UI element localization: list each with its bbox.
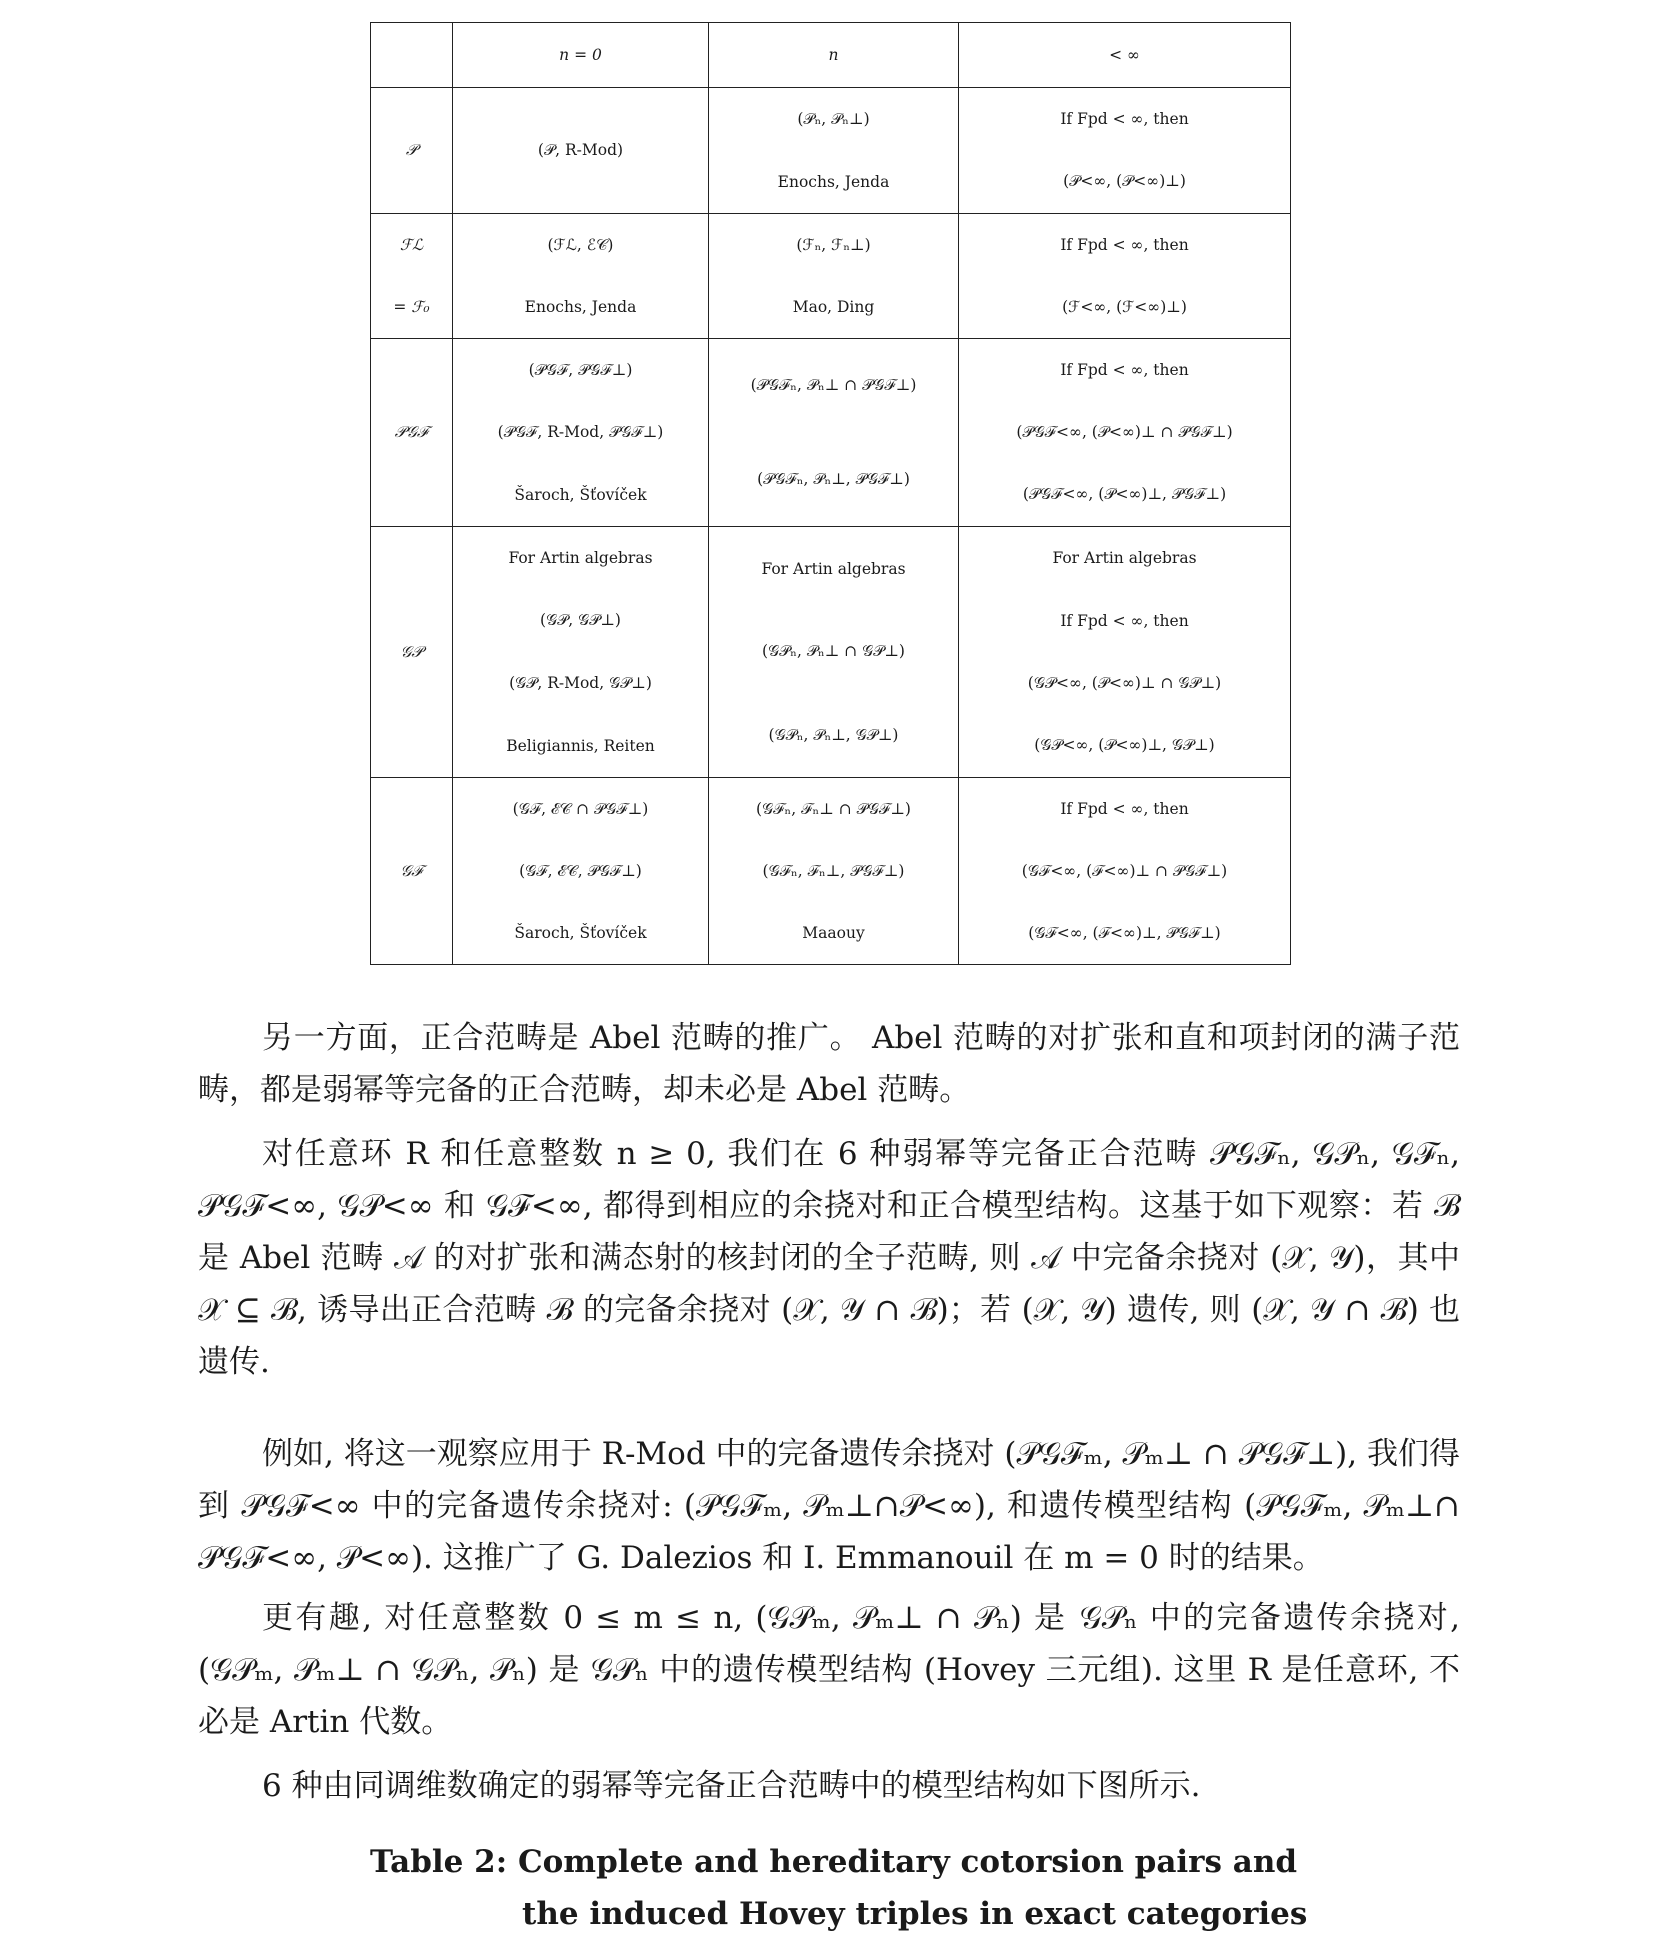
cell-line: (ℱℒ, ℰ𝒞)	[547, 235, 614, 254]
cell-line: (𝒫𝒢ℱₙ, 𝒫ₙ⊥ ∩ 𝒫𝒢ℱ⊥)	[750, 376, 917, 395]
paragraph-text: 例如, 将这一观察应用于 R-Mod 中的完备遗传余挠对 (𝒫𝒢ℱₘ, 𝒫ₘ⊥ ∩ 𝒫𝒢ℱ⊥), 我们得到 𝒫𝒢ℱ<∞ 中的完备遗传余挠对: (𝒫𝒢ℱₘ, 𝒫ₘ⊥∩𝒫<∞), 和遗传模型结构 (𝒫𝒢ℱₘ, 𝒫ₘ⊥∩ 𝒫𝒢ℱ<∞, 𝒫<∞). 这推广了 G. Dalezios 和 I. Emmanouil 在 m = 0 时的结果。	[198, 1436, 1460, 1576]
table-row	[371, 88, 1291, 214]
header-label: < ∞	[1109, 46, 1140, 64]
cell-line: (ℱ<∞, (ℱ<∞)⊥)	[1062, 298, 1187, 316]
cell-line: Šaroch, Šťovíček	[514, 924, 647, 942]
cell-line	[453, 171, 708, 213]
cell-line: (𝒫𝒢ℱ<∞, (𝒫<∞)⊥ ∩ 𝒫𝒢ℱ⊥)	[1016, 422, 1233, 441]
cell-line: (𝒫𝒢ℱₙ, 𝒫ₙ⊥, 𝒫𝒢ℱ⊥)	[757, 469, 910, 488]
table-row	[371, 339, 1291, 527]
table-cell	[959, 88, 1291, 214]
cell-line: Enochs, Jenda	[524, 298, 637, 316]
cell-line	[453, 88, 708, 130]
header-label: n = 0	[559, 46, 602, 64]
table-cell	[709, 778, 959, 965]
table-cell	[709, 339, 959, 527]
cotorsion-pairs-table	[370, 22, 1291, 965]
header-cell	[959, 23, 1291, 88]
caption-line-2: the induced Hovey triples in exact categories	[522, 1896, 1308, 1932]
cell-line: 𝒫𝒢ℱ	[394, 423, 429, 441]
cell-line: (𝒫𝒢ℱ<∞, (𝒫<∞)⊥, 𝒫𝒢ℱ⊥)	[1022, 485, 1227, 504]
cell-line: (ℱₙ, ℱₙ⊥)	[796, 236, 871, 254]
row-label-cell	[371, 214, 453, 339]
cell-line: For Artin algebras	[1052, 549, 1197, 568]
table-cell	[453, 527, 709, 778]
table-row	[371, 214, 1291, 339]
cell-line: (𝒢ℱₙ, ℱₙ⊥ ∩ 𝒫𝒢ℱ⊥)	[756, 799, 911, 818]
cell-line: 𝒢𝒫	[400, 642, 423, 661]
cell-line: (𝒢𝒫ₙ, 𝒫ₙ⊥ ∩ 𝒢𝒫⊥)	[762, 642, 905, 661]
paragraph-3	[198, 1428, 1460, 1584]
cell-line: (𝒢𝒫ₙ, 𝒫ₙ⊥, 𝒢𝒫⊥)	[768, 725, 899, 744]
cell-line: (𝒫𝒢ℱ, 𝒫𝒢ℱ⊥)	[528, 360, 633, 379]
row-label-cell	[371, 339, 453, 527]
cell-line: 𝒢ℱ	[400, 861, 423, 880]
cell-line: (𝒢ℱ<∞, (ℱ<∞)⊥ ∩ 𝒫𝒢ℱ⊥)	[1021, 861, 1228, 880]
cell-line: (𝒢𝒫<∞, (𝒫<∞)⊥ ∩ 𝒢𝒫⊥)	[1027, 673, 1222, 692]
cell-line: (𝒢ℱ, ℰ𝒞, 𝒫𝒢ℱ⊥)	[519, 861, 642, 880]
cell-line: If Fpd < ∞, then	[1060, 361, 1189, 380]
cell-line: Enochs, Jenda	[777, 172, 890, 191]
header-cell	[709, 23, 959, 88]
cell-line: (𝒢ℱ, ℰ𝒞 ∩ 𝒫𝒢ℱ⊥)	[512, 799, 649, 818]
table-cell	[959, 214, 1291, 339]
cell-line: Maaouy	[802, 924, 865, 942]
table-header-row	[371, 23, 1291, 88]
table-cell	[959, 339, 1291, 527]
cell-line: (𝒫, R-Mod)	[537, 141, 624, 159]
header-cell	[371, 23, 453, 88]
table-cell	[453, 88, 709, 214]
table-cell	[959, 778, 1291, 965]
cell-line: Beligiannis, Reiten	[506, 736, 655, 755]
cell-line: If Fpd < ∞, then	[1060, 236, 1189, 254]
cell-line: (𝒢𝒫, 𝒢𝒫⊥)	[540, 611, 621, 630]
table-cell	[959, 527, 1291, 778]
cell-line: ℱℒ	[399, 236, 424, 254]
paragraph-4	[198, 1592, 1460, 1748]
table-cell	[453, 214, 709, 339]
cell-line: If Fpd < ∞, then	[1060, 800, 1189, 818]
paragraph-text: 更有趣, 对任意整数 0 ≤ m ≤ n, (𝒢𝒫ₘ, 𝒫ₘ⊥ ∩ 𝒫ₙ) 是 𝒢𝒫ₙ 中的完备遗传余挠对, (𝒢𝒫ₘ, 𝒫ₘ⊥ ∩ 𝒢𝒫ₙ, 𝒫ₙ) 是 𝒢𝒫ₙ 中的遗传模型结构 (Hovey 三元组). 这里 R 是任意环, 不必是 Artin 代数。	[198, 1600, 1460, 1740]
cell-line: = ℱ₀	[393, 298, 430, 316]
header-label: n	[828, 46, 839, 64]
table-row	[371, 778, 1291, 965]
table-cell	[709, 88, 959, 214]
paragraph-text: 对任意环 R 和任意整数 n ≥ 0, 我们在 6 种弱幂等完备正合范畴 𝒫𝒢ℱₙ, 𝒢𝒫ₙ, 𝒢ℱₙ, 𝒫𝒢ℱ<∞, 𝒢𝒫<∞ 和 𝒢ℱ<∞, 都得到相应的余挠对和正合模型结构。这基于如下观察：若 ℬ 是 Abel 范畴 𝒜 的对扩张和满态射的核封闭的全子范畴, 则 𝒜 中完备余挠对 (𝒳, 𝒴)，其中 𝒳 ⊆ ℬ, 诱导出正合范畴 ℬ 的完备余挠对 (𝒳, 𝒴 ∩ ℬ)；若 (𝒳, 𝒴) 遗传, 则 (𝒳, 𝒴 ∩ ℬ) 也遗传.	[198, 1136, 1460, 1380]
cell-line: 𝒫	[405, 141, 418, 159]
cell-line: (𝒢ℱₙ, ℱₙ⊥, 𝒫𝒢ℱ⊥)	[762, 861, 905, 880]
cell-line: If Fpd < ∞, then	[1060, 110, 1189, 129]
row-label-cell	[371, 778, 453, 965]
table-cell	[453, 339, 709, 527]
table-cell	[453, 778, 709, 965]
table-caption	[370, 1836, 1308, 1940]
cell-line: If Fpd < ∞, then	[1060, 611, 1189, 630]
row-label-cell	[371, 88, 453, 214]
row-label-cell	[371, 527, 453, 778]
paragraph-2	[198, 1128, 1460, 1388]
cell-line: (𝒢𝒫<∞, (𝒫<∞)⊥, 𝒢𝒫⊥)	[1034, 736, 1215, 755]
paragraph-text: 另一方面，正合范畴是 Abel 范畴的推广。 Abel 范畴的对扩张和直和项封闭的满子范畴，都是弱幂等完备的正合范畴，却未必是 Abel 范畴。	[198, 1020, 1460, 1108]
cell-line: Šaroch, Šťovíček	[514, 485, 647, 504]
cell-line: (𝒫<∞, (𝒫<∞)⊥)	[1063, 172, 1186, 191]
cell-line: (𝒢𝒫, R-Mod, 𝒢𝒫⊥)	[509, 673, 652, 692]
paragraph-5	[198, 1760, 1460, 1812]
header-cell	[453, 23, 709, 88]
cell-line: (𝒫𝒢ℱ, R-Mod, 𝒫𝒢ℱ⊥)	[497, 422, 664, 441]
table-cell	[709, 527, 959, 778]
cell-line: (𝒢ℱ<∞, (ℱ<∞)⊥, 𝒫𝒢ℱ⊥)	[1028, 923, 1221, 942]
caption-line-1: Table 2: Complete and hereditary cotorsion pairs and	[370, 1844, 1298, 1880]
paragraph-1	[198, 1012, 1460, 1116]
table-row	[371, 527, 1291, 778]
cell-line: (𝒫ₙ, 𝒫ₙ⊥)	[797, 109, 870, 128]
paragraph-text: 6 种由同调维数确定的弱幂等完备正合范畴中的模型结构如下图所示.	[262, 1768, 1201, 1804]
cell-line: For Artin algebras	[508, 549, 653, 568]
table-cell	[709, 214, 959, 339]
cell-line: For Artin algebras	[761, 559, 906, 578]
cell-line: Mao, Ding	[792, 298, 875, 316]
